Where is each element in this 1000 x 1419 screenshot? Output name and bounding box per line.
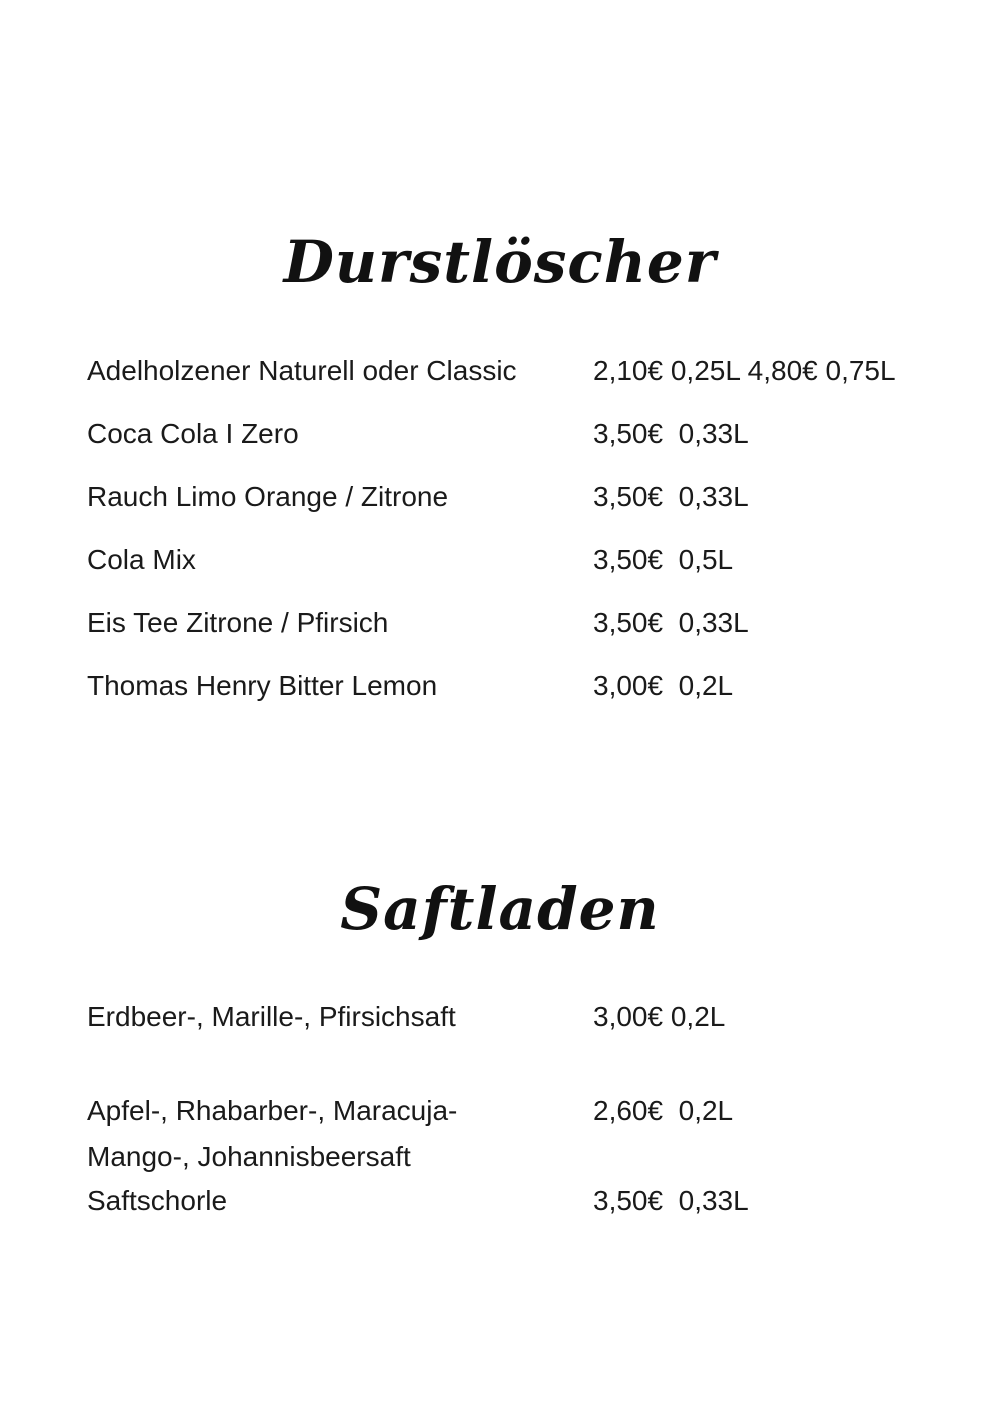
- menu-item-price: 3,50€ 0,33L: [593, 1185, 749, 1216]
- menu-item-price: 3,50€ 0,33L: [593, 607, 749, 638]
- menu-item-price: 3,50€ 0,33L: [593, 481, 749, 512]
- menu-item-name: Erdbeer-, Marille-, Pfirsichsaft: [87, 1001, 456, 1032]
- menu-item-price: 2,10€ 0,25L 4,80€ 0,75L: [593, 355, 896, 386]
- menu-item-name: Adelholzener Naturell oder Classic: [87, 355, 517, 386]
- menu-item-price: 3,50€ 0,33L: [593, 418, 749, 449]
- section-title-saftladen: Saftladen: [340, 875, 660, 943]
- menu-item-price: 2,60€ 0,2L: [593, 1095, 734, 1126]
- menu-item-name: Rauch Limo Orange / Zitrone: [87, 481, 449, 512]
- menu-item-price: 3,50€ 0,5L: [593, 544, 734, 575]
- section-title-durstloescher: Durstlöscher: [283, 228, 717, 296]
- menu-item-price: 3,00€ 0,2L: [593, 1001, 726, 1032]
- menu-item-name: Cola Mix: [87, 544, 196, 575]
- menu-item-name: Saftschorle: [87, 1185, 228, 1216]
- menu-item-name: Apfel-, Rhabarber-, Maracuja-: [87, 1095, 458, 1126]
- menu-item-name: Thomas Henry Bitter Lemon: [87, 670, 438, 701]
- menu-item-name: Coca Cola I Zero: [87, 418, 299, 449]
- menu-item-price: 3,00€ 0,2L: [593, 670, 734, 701]
- menu-item-name: Eis Tee Zitrone / Pfirsich: [87, 607, 389, 638]
- menu-item-name-line2: Mango-, Johannisbeersaft: [87, 1141, 411, 1172]
